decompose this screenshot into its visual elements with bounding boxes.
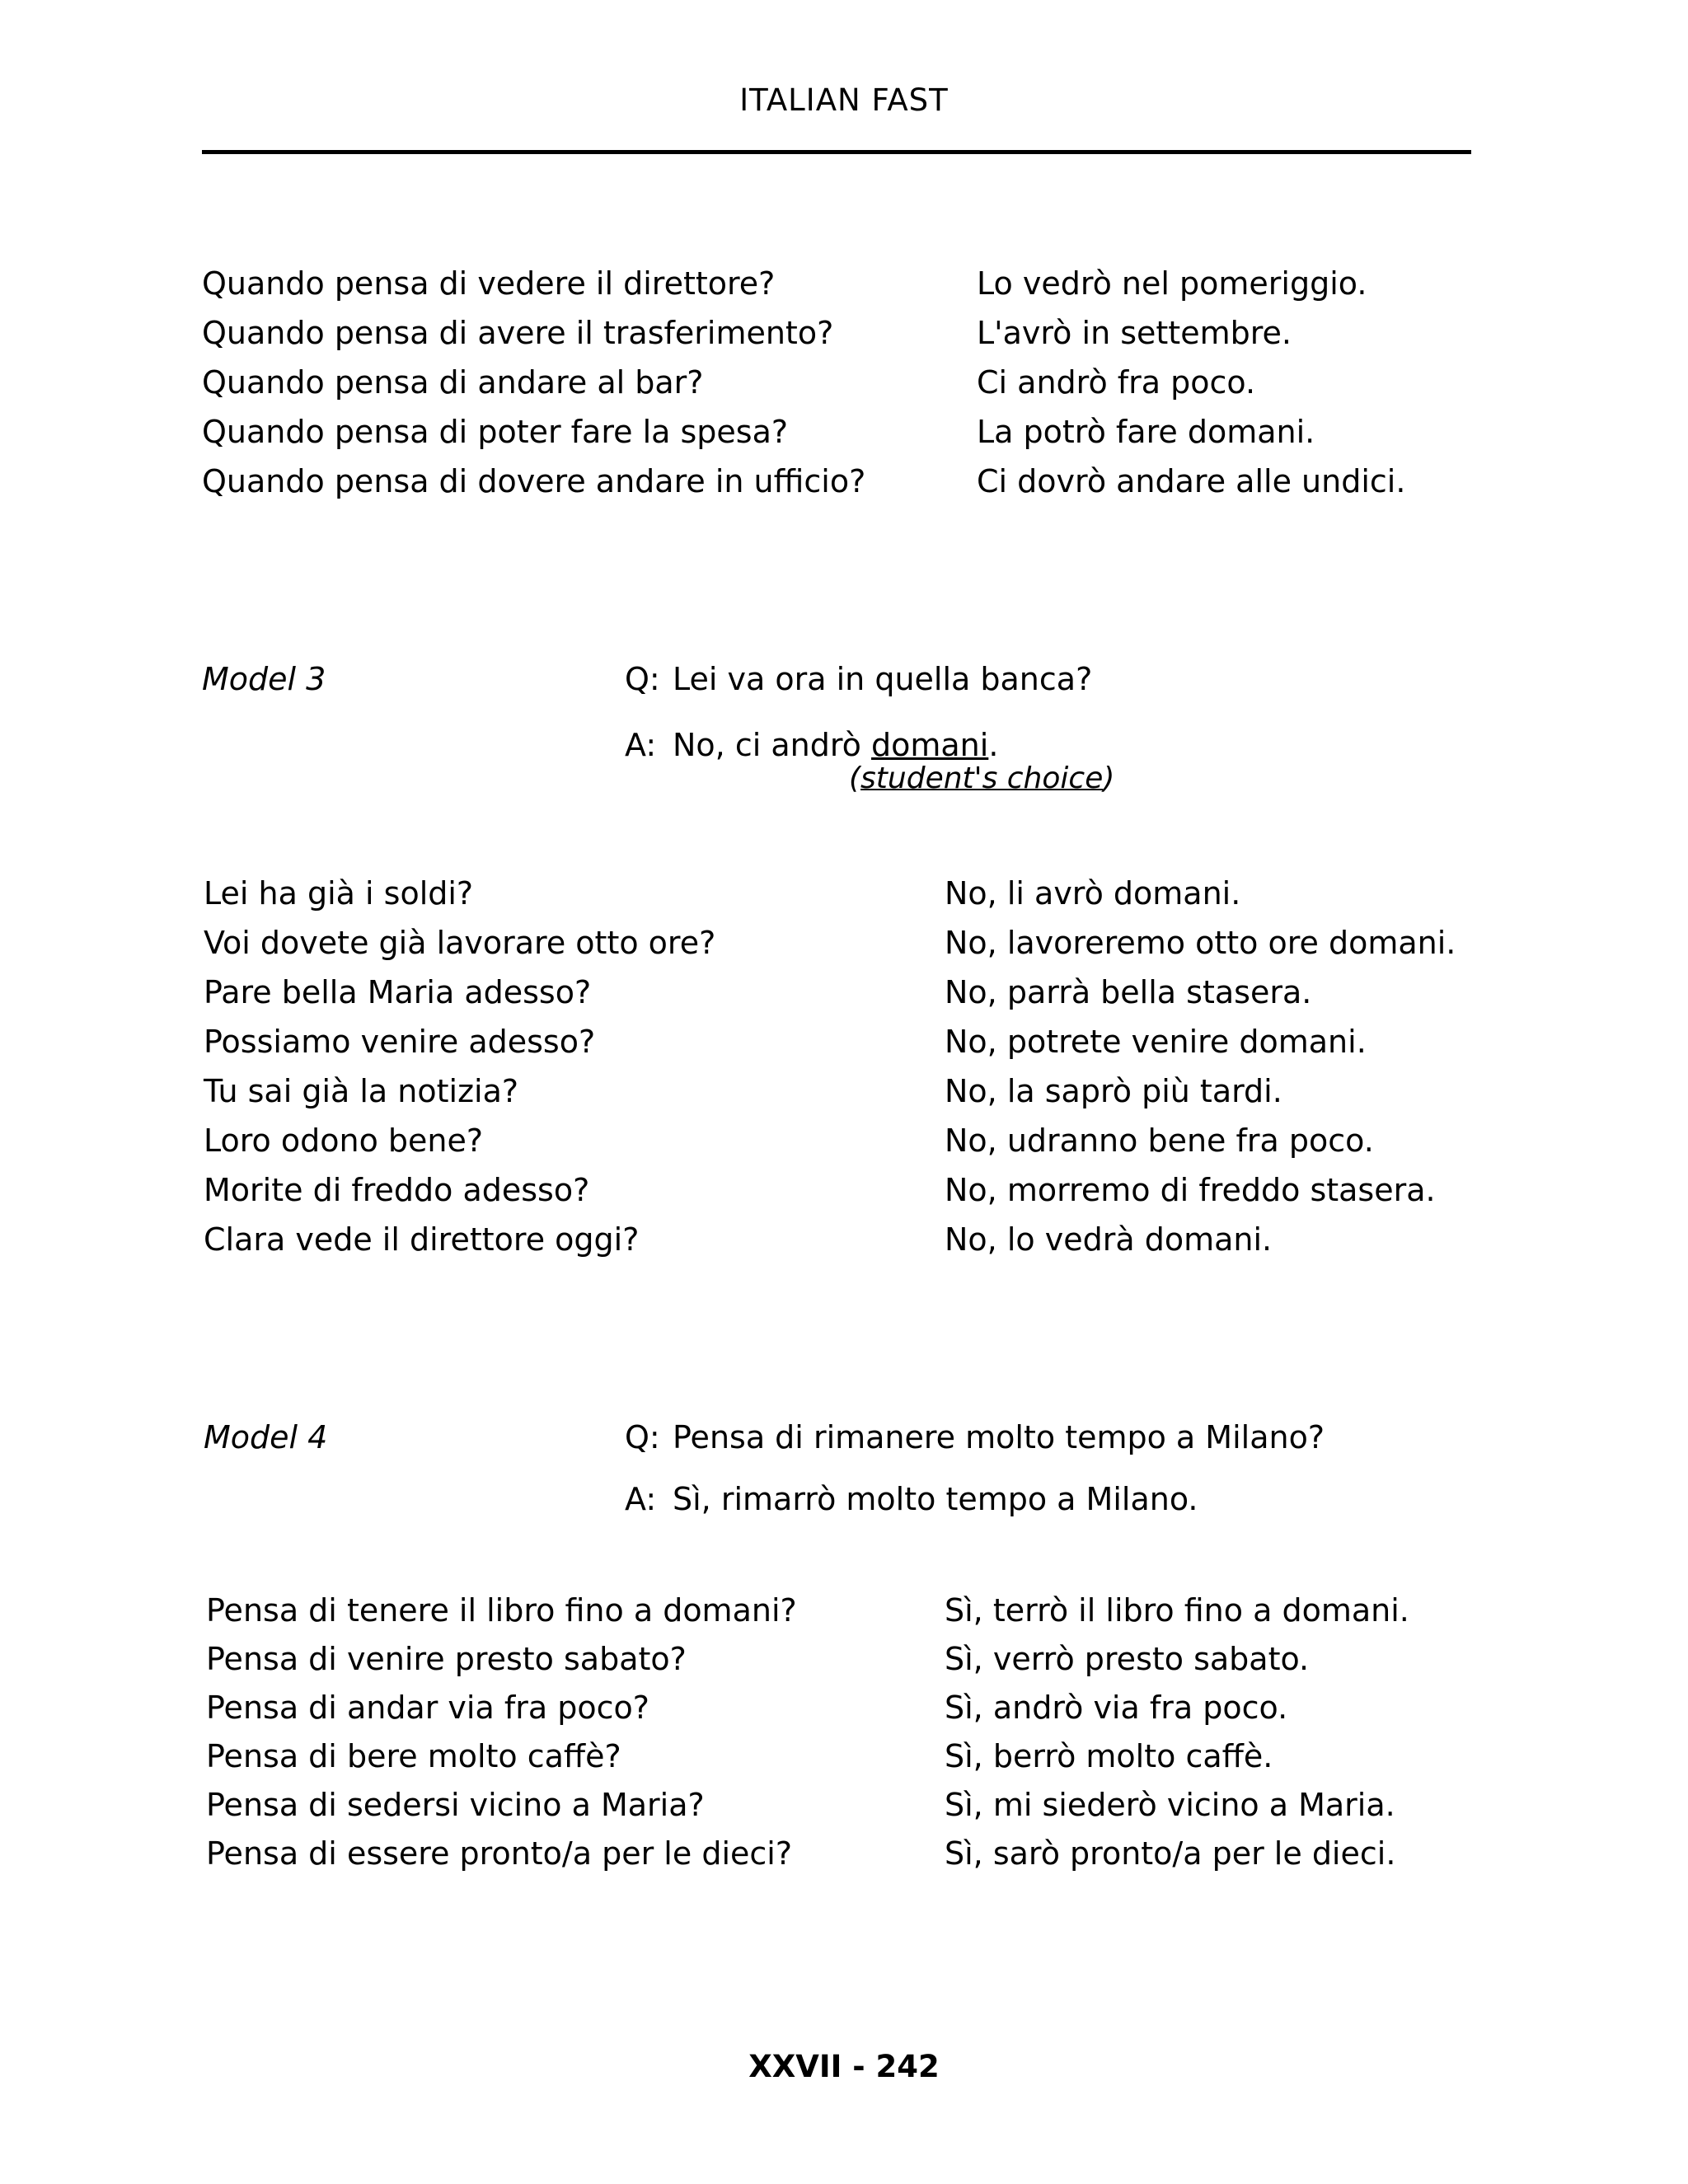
model4-answer-row [625, 1479, 1198, 1519]
drill1-answer: L'avrò in settembre. [977, 315, 1292, 351]
model3-answer: No, lo vedrà domani. [945, 1221, 1273, 1258]
model3-answer: No, li avrò domani. [945, 875, 1241, 912]
model3-answer: No, morremo di freddo stasera. [945, 1172, 1436, 1208]
model3-answer: No, lavoreremo otto ore domani. [945, 925, 1456, 961]
model4-question: Pensa di essere pronto/a per le dieci? [206, 1835, 792, 1872]
header-divider [202, 150, 1471, 154]
model3-answer: No, potrete venire domani. [945, 1024, 1367, 1060]
note-paren-close: ) [1103, 762, 1115, 795]
model3-question: Pare bella Maria adesso? [204, 974, 592, 1010]
model3-answer: No, udranno bene fra poco. [945, 1122, 1374, 1159]
model4-answer: Sì, andrò via fra poco. [945, 1690, 1288, 1726]
model4-answer: Sì, berrò molto caffè. [945, 1738, 1273, 1774]
drill1-question: Quando pensa di dovere andare in ufficio? [202, 463, 866, 499]
model4-label: Model 4 [204, 1419, 328, 1455]
model3-answer-underlined: domani [870, 727, 989, 763]
model4-question: Pensa di sedersi vicino a Maria? [206, 1787, 705, 1823]
model3-answer: No, parrà bella stasera. [945, 974, 1312, 1010]
model4-answer: Sì, terrò il libro fino a domani. [945, 1592, 1409, 1629]
question-tag: Q: [625, 1419, 660, 1455]
drill1-answer: Ci dovrò andare alle undici. [977, 463, 1406, 499]
drill1-question: Quando pensa di avere il trasferimento? [202, 315, 834, 351]
model3-question: Morite di freddo adesso? [204, 1172, 590, 1208]
model3-question: Tu sai già la notizia? [204, 1073, 519, 1109]
drill1-question: Quando pensa di poter fare la spesa? [202, 414, 789, 450]
model3-answer-row [625, 725, 998, 765]
model3-question: Lei ha già i soldi? [204, 875, 474, 912]
model4-question-text: Pensa di rimanere molto tempo a Milano? [673, 1419, 1325, 1455]
model4-answer: Sì, mi siederò vicino a Maria. [945, 1787, 1395, 1823]
model4-answer-text: Sì, rimarrò molto tempo a Milano. [673, 1481, 1198, 1517]
model4-question: Pensa di tenere il libro fino a domani? [206, 1592, 797, 1629]
model3-question-row [625, 659, 1092, 699]
model3-question: Possiamo venire adesso? [204, 1024, 596, 1060]
model4-question: Pensa di venire presto sabato? [206, 1641, 687, 1677]
model3-answer: No, la saprò più tardi. [945, 1073, 1282, 1109]
drill1-question: Quando pensa di vedere il direttore? [202, 265, 776, 302]
answer-tag: A: [625, 1481, 657, 1517]
model3-question: Loro odono bene? [204, 1122, 484, 1159]
model3-answer-prefix: No, ci andrò [673, 727, 871, 763]
model4-question: Pensa di bere molto caffè? [206, 1738, 621, 1774]
answer-tag: A: [625, 727, 657, 763]
student-choice-note [849, 760, 1114, 798]
model3-question: Clara vede il direttore oggi? [204, 1221, 640, 1258]
model3-question-text: Lei va ora in quella banca? [673, 661, 1093, 697]
question-tag: Q: [625, 661, 660, 697]
note-text: student's choice [860, 762, 1104, 795]
drill1-answer: Ci andrò fra poco. [977, 364, 1256, 401]
drill1-answer: Lo vedrò nel pomeriggio. [977, 265, 1367, 302]
page-number: XXVII - 242 [748, 2049, 940, 2084]
model3-answer-suffix: . [988, 727, 999, 763]
note-paren-open: ( [849, 762, 861, 795]
model3-label: Model 3 [202, 661, 326, 697]
model4-question: Pensa di andar via fra poco? [206, 1690, 649, 1726]
model4-answer: Sì, sarò pronto/a per le dieci. [945, 1835, 1396, 1872]
page-header-title: ITALIAN FAST [739, 82, 949, 118]
model4-answer: Sì, verrò presto sabato. [945, 1641, 1310, 1677]
model4-question-row [625, 1418, 1325, 1457]
drill1-answer: La potrò fare domani. [977, 414, 1315, 450]
model3-question: Voi dovete già lavorare otto ore? [204, 925, 716, 961]
drill1-question: Quando pensa di andare al bar? [202, 364, 704, 401]
